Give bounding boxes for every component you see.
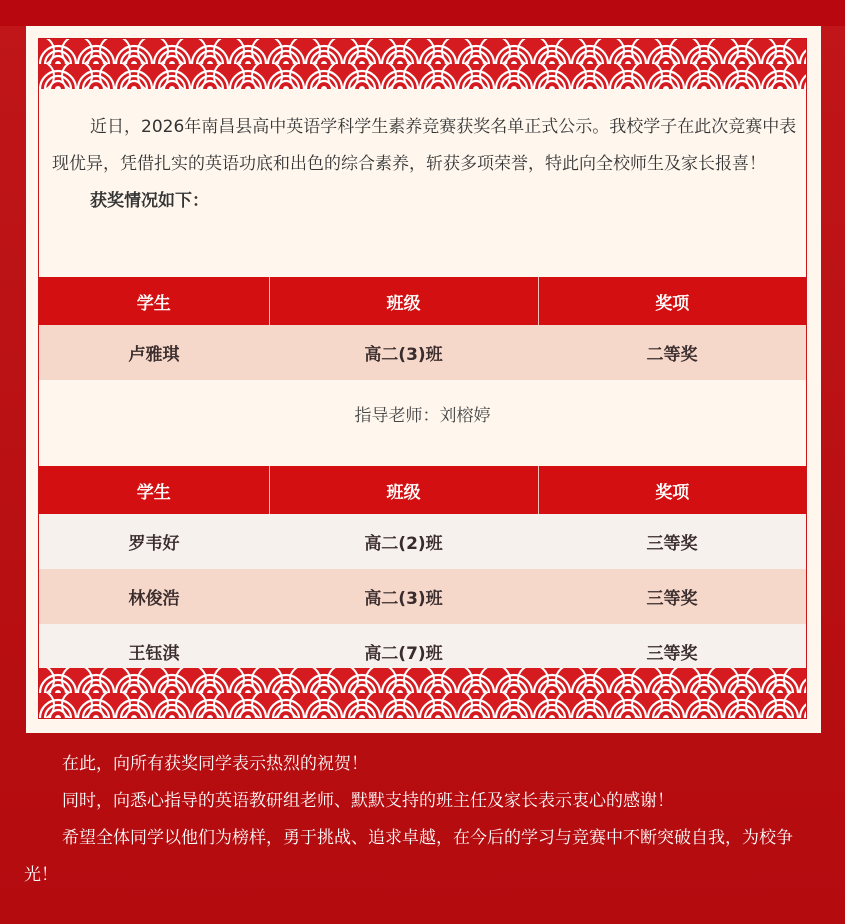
cell-student: 王钰淇 [39, 624, 269, 679]
header-award: 奖项 [538, 277, 806, 325]
header-class: 班级 [269, 277, 538, 325]
cell-student: 罗韦好 [39, 514, 269, 569]
header-student: 学生 [39, 277, 269, 325]
cell-class: 高二(3)班 [269, 569, 538, 624]
cell-class: 高二(7)班 [269, 624, 538, 679]
cell-student: 卢雅琪 [39, 325, 269, 380]
cell-class: 高二(2)班 [269, 514, 538, 569]
closing-thanks: 同时，向悉心指导的英语教研组老师、默默支持的班主任及家长表示衷心的感谢！ [62, 791, 674, 811]
awards-subheading: 获奖情况如下： [90, 191, 209, 211]
cell-award: 三等奖 [538, 624, 806, 679]
announcement-frame [38, 38, 807, 719]
table-header-row [39, 277, 806, 325]
closing-section [24, 746, 824, 894]
cell-award: 三等奖 [538, 514, 806, 569]
advisor-line: 指导老师：刘榕婷 [354, 406, 491, 426]
header-student: 学生 [39, 466, 269, 514]
cell-class: 高二(3)班 [269, 325, 538, 380]
closing-congrats: 在此，向所有获奖同学表示热烈的祝贺！ [62, 754, 368, 774]
table-row [39, 514, 806, 569]
table-header-row [39, 466, 806, 514]
header-class: 班级 [269, 466, 538, 514]
cell-award: 二等奖 [538, 325, 806, 380]
closing-hope: 希望全体同学以他们为榜样，勇于挑战、追求卓越，在今后的学习与竞赛中不断突破自我，为校争光！ [24, 828, 793, 885]
intro-paragraph: 近日，2026年南昌县高中英语学科学生素养竞赛获奖名单正式公示。我校学子在此次竞赛中表现优异，凭借扎实的英语功底和出色的综合素养，斩获多项荣誉，特此向全校师生及家长报喜！ [52, 117, 797, 174]
awards-table-2 [39, 466, 806, 679]
top-bar [0, 0, 845, 26]
awards-table-1 [39, 277, 806, 380]
cell-student: 林俊浩 [39, 569, 269, 624]
wave-pattern-top [39, 39, 806, 89]
wave-pattern-bottom [39, 668, 806, 718]
table-row [39, 569, 806, 624]
cell-award: 三等奖 [538, 569, 806, 624]
table-row [39, 325, 806, 380]
header-award: 奖项 [538, 466, 806, 514]
intro-section [52, 109, 797, 220]
